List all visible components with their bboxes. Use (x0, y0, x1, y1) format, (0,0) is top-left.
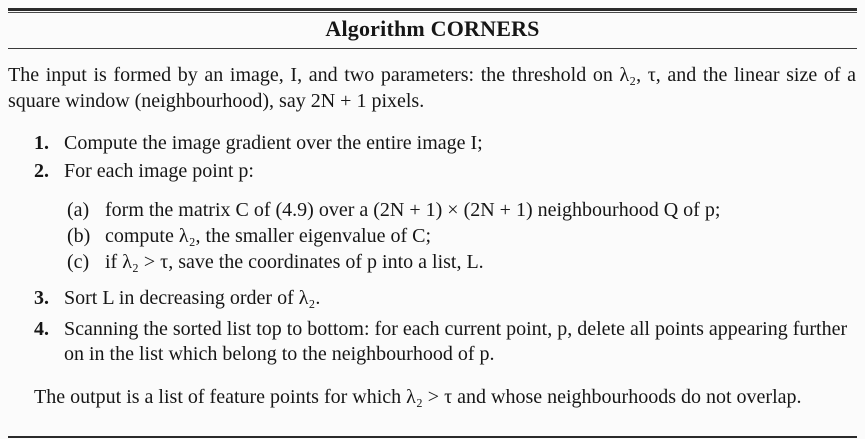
title-rule (8, 48, 857, 49)
bottom-rule (8, 436, 857, 438)
substep-text: if λ₂ > τ, save the coordinates of p into a list, L. (105, 251, 484, 273)
step-number: 4. (34, 318, 49, 340)
step-number: 2. (34, 160, 49, 182)
output-text: The output is a list of feature points for which λ₂ > τ and whose neighbourhoods do not overlap. (34, 386, 802, 408)
step-text: Scanning the sorted list top to bottom: for each current point, p, delete all points appearing further on in the list which belong to the neighbourhood of p. (64, 318, 848, 365)
intro-paragraph: The input is formed by an image, I, and two parameters: the threshold on λ₂, τ, and the linear size of a square window (neighbourhood), say 2N + 1 pixels. (8, 64, 856, 112)
top-rule (8, 8, 857, 11)
step-text: Sort L in decreasing order of λ₂. (64, 287, 321, 309)
top-rule-thin (8, 12, 857, 13)
step-number: 3. (34, 287, 49, 309)
substep-label: (b) (67, 225, 91, 247)
substep-text: compute λ₂, the smaller eigenvalue of C; (105, 225, 432, 247)
output-paragraph (8, 384, 856, 410)
algorithm-title: Algorithm CORNERS (325, 16, 540, 41)
step-number: 1. (34, 132, 49, 154)
step-text: Compute the image gradient over the entire image I; (64, 132, 483, 154)
step-text: For each image point p: (64, 160, 254, 182)
substep-label: (a) (67, 199, 90, 221)
substep-text: form the matrix C of (4.9) over a (2N + 1) × (2N + 1) neighbourhood Q of p; (105, 199, 721, 221)
substep-label: (c) (67, 251, 90, 273)
